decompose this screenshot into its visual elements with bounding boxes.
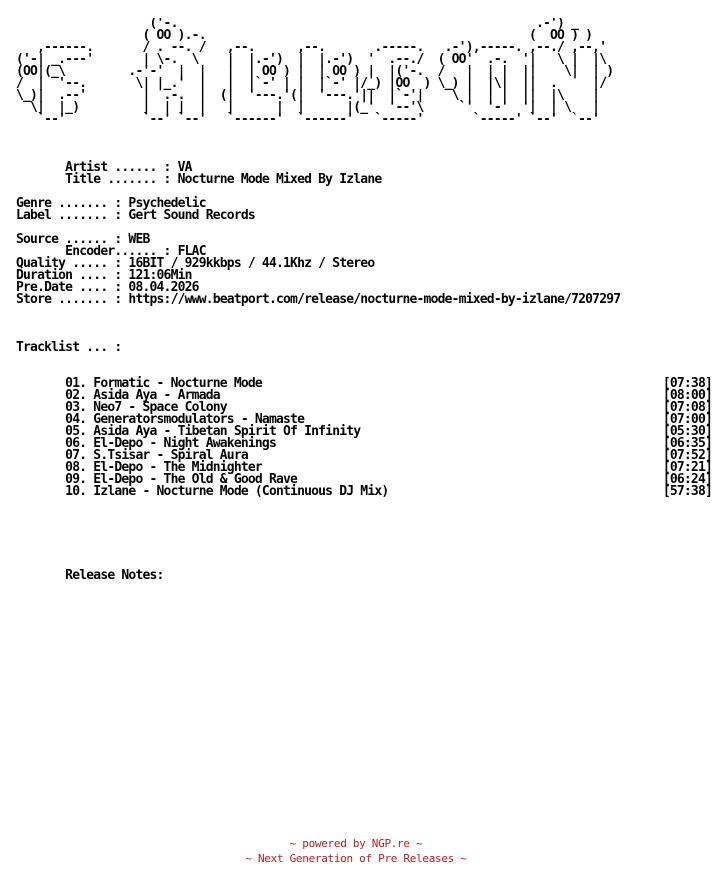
spacer [16,522,712,534]
track-duration: [57:38] [662,484,712,499]
footer-tagline: ~ Next Generation of Pre Releases ~ [245,852,467,865]
track-title: 06. El-Depo - Night Awakenings [16,436,276,451]
spacer [16,126,712,138]
track-duration: [07:21] [662,460,712,475]
track-duration: [07:52] [662,448,712,463]
spacer [16,534,712,546]
tracklist [16,378,712,498]
logo-line: ('-| _.---' | \-. \ | |.-') | |.-') ' .--./ ( OO' .-. '| \ | |\ [16,52,607,67]
spacer [16,138,712,150]
track-title: 05. Asida Aya - Tibetan Spirit Of Infinity [16,424,361,439]
spacer [16,510,712,522]
logo-line: / | '--. \| |_.' | | |`-' | | |`-' |/_) |OO ) \_) | |\| || . |/ [16,76,607,91]
track-duration: [07:08] [662,400,712,415]
logo-line: \| |_) | | | | | | | |(_' '--'\ `' '-' '| | \ | [16,100,600,115]
track-title: 04. Generatorsmodulators - Namaste [16,412,305,427]
track-duration: [08:00] [662,388,712,403]
track-title: 08. El-Depo - The Midnighter [16,460,262,475]
track-title: 02. Asida Aya - Armada [16,388,220,403]
track-duration: [07:38] [662,376,712,391]
spacer [16,318,712,330]
logo-line: ('-. .-') _ [16,18,579,31]
logo-line: (OO|(_\ .-'-' | | | | OO ) | | OO ) | |('-. / | | | || \| | ) [16,64,614,79]
logo-line: `--' `--' `--' `------' `------' `-----' `-----' `--' `--' [16,112,600,127]
track-title: 03. Neo7 - Space Colony [16,400,227,415]
store-line: Store ....... : https://www.beatport.com/release/nocturne-mode-mixed-by-izlane/7207297 [16,292,621,307]
ascii-logo [16,18,712,126]
logo-line: \_)| .--' | .-. | (| '---.'(| '---.'|| |`-'| \ | | | || |\ | [16,88,600,103]
spacer [16,354,712,366]
track-duration: [07:00] [662,412,712,427]
duration-line: Duration .... : 121:06Min [16,268,192,283]
powered-by-text: ~ powered by NGP.re ~ [289,837,423,850]
ngp-footer [0,836,712,866]
genre-line: Genre ....... : Psychedelic [16,196,206,211]
track-title: 07. S.Tsisar - Spiral Aura [16,448,248,463]
tracklist-heading: Tracklist ... : [16,340,122,355]
logo-line: ,------. / . --. / ,--. ,--. .-----. .-'),-----. ,--./ ,--,' [16,40,607,55]
release-notes-heading: Release Notes: [16,568,164,582]
track-title: 10. Izlane - Nocturne Mode (Continuous DJ Mix) [16,484,389,499]
spacer [16,546,712,558]
label-line: Label ....... : Gert Sound Records [16,208,255,223]
spacer [16,498,712,510]
nfo-document [16,18,712,582]
predate-line: Pre.Date .... : 08.04.2026 [16,280,199,295]
track-title: 01. Formatic - Nocturne Mode [16,376,262,391]
artist-line: Artist ...... : VA [16,160,192,175]
track-duration: [06:24] [662,472,712,487]
track-title: 09. El-Depo - The Old & Good Rave [16,472,298,487]
track-row [16,486,712,498]
spacer [16,306,712,318]
title-line: Title ....... : Nocturne Mode Mixed By Izlane [16,172,382,187]
track-duration: [05:30] [662,424,712,439]
quality-line: Quality ..... : 16BIT / 929kkbps / 44.1Khz / Stereo [16,256,375,271]
source-line: Source ...... : WEB [16,232,150,247]
encoder-line: Encoder...... : FLAC [16,244,206,259]
track-duration: [06:35] [662,436,712,451]
logo-line: ( OO ).-. ( OO ) ) [16,28,593,43]
